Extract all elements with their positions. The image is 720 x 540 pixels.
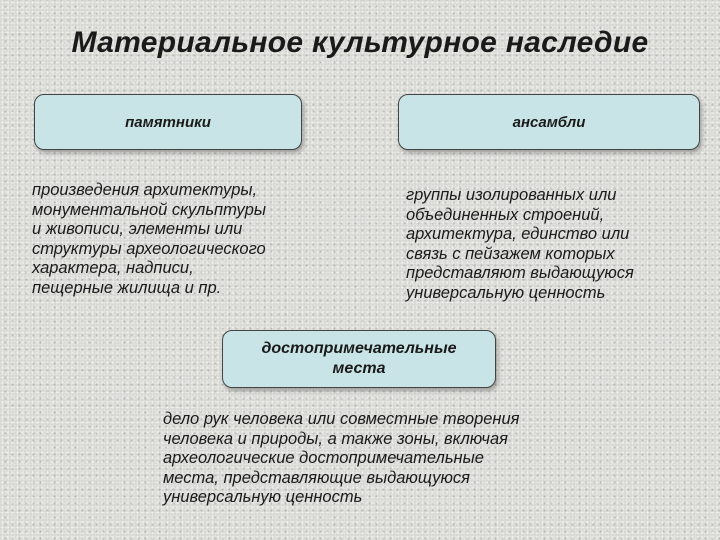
category-box-ensembles (398, 94, 700, 150)
category-label-sights: достопримечательные места (261, 340, 457, 377)
category-description-ensembles: группы изолированных или объединенных строений, архитектура, единство или связь с пейзажем которых представляют выдающуюся универсальную ценность (406, 186, 634, 302)
category-description-sights: дело рук человека или совместные творения человека и природы, а также зоны, включая археологические достопримечательные места, представляющие выдающуюся универсальную ценность (163, 410, 520, 507)
category-label-ensembles: ансамбли (512, 113, 586, 131)
category-label-monuments: памятники (125, 113, 211, 131)
page-title: Материальное культурное наследие (71, 26, 649, 59)
category-box-sights (222, 330, 496, 388)
category-box-monuments (34, 94, 302, 150)
category-description-monuments: произведения архитектуры, монументальной скульптуры и живописи, элементы или структуры археологического характера, надписи, пещерные жилища и пр. (32, 181, 267, 297)
